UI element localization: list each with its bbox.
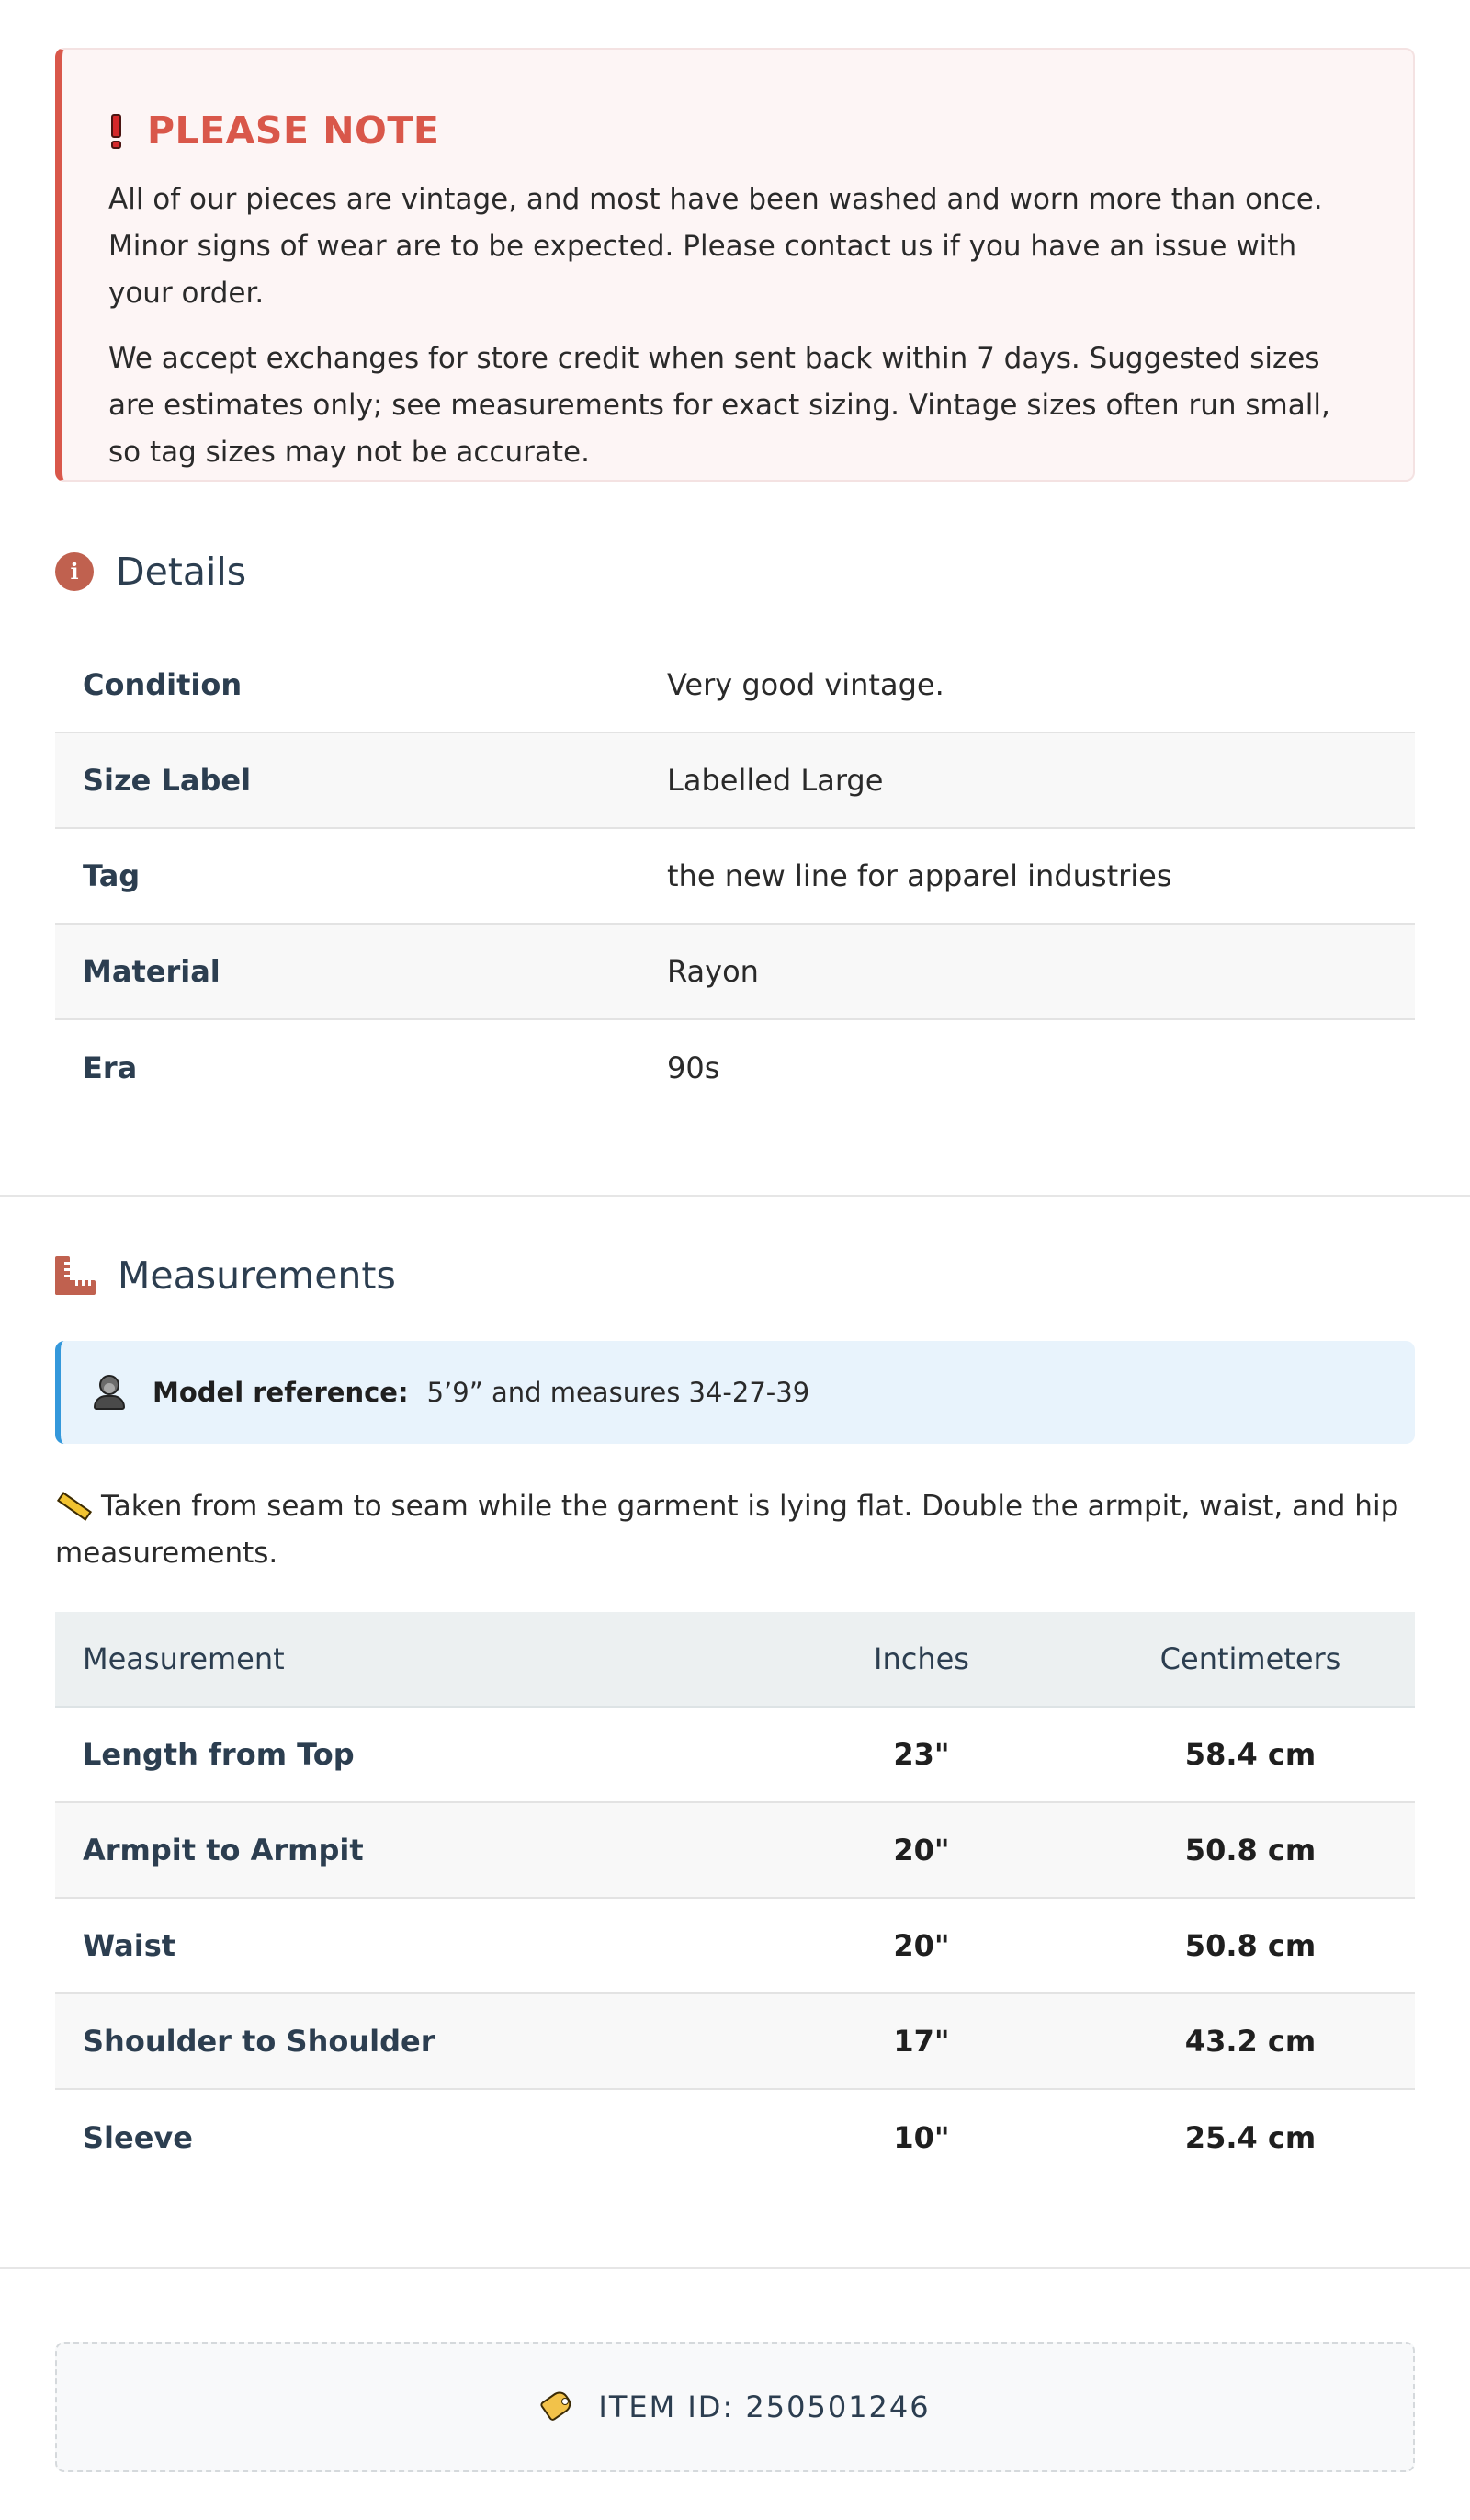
details-value: Rayon [667,954,759,989]
details-table [55,638,1415,1116]
table-row [55,1899,1415,1994]
measurements-heading [55,1248,396,1303]
details-label: Condition [83,667,243,702]
note-header [108,105,1367,156]
measurement-cm: 58.4 cm [1184,1737,1317,1772]
note-title: PLEASE NOTE [147,108,440,153]
tag-icon [539,2390,576,2424]
section-divider [0,2267,1470,2269]
measurement-inches: 20" [893,1928,950,1963]
model-reference-box [55,1341,1415,1444]
item-id-box [55,2342,1415,2472]
section-divider [0,1195,1470,1197]
measurement-note [55,1483,1415,1577]
details-value: Labelled Large [667,763,884,798]
details-value: the new line for apparel industries [667,858,1172,893]
measurement-name: Armpit to Armpit [83,1833,364,1867]
details-label: Size Label [83,763,252,798]
measurements-title: Measurements [118,1254,396,1298]
measurement-inches: 10" [893,2120,950,2155]
table-row [55,1803,1415,1899]
details-label: Material [83,954,220,989]
table-row [55,2090,1415,2185]
details-row-size-label [55,733,1415,829]
pencil-icon [55,1492,90,1519]
ruler-icon [55,1256,96,1295]
measurement-name: Waist [83,1928,176,1963]
person-icon [94,1375,125,1410]
details-row-era [55,1020,1415,1116]
table-header-row [55,1612,1415,1708]
exclamation-icon [108,112,123,149]
measurement-cm: 25.4 cm [1184,2120,1317,2155]
note-paragraph-2: We accept exchanges for store credit when sent back within 7 days. Suggested sizes are estimates only; see measurements for exact sizing. Vintage sizes often run small, so tag sizes may not be accurate. [108,342,1330,469]
details-row-condition [55,638,1415,733]
measurement-name: Shoulder to Shoulder [83,2024,435,2059]
measurement-name: Sleeve [83,2120,193,2155]
header-measurement: Measurement [83,1641,285,1676]
please-note-card [55,48,1415,482]
measurement-inches: 23" [893,1737,950,1772]
model-reference-value: 5’9” and measures 34-27-39 [426,1377,810,1408]
details-label: Era [83,1050,138,1085]
model-reference-label: Model reference: [153,1377,409,1408]
table-row [55,1994,1415,2090]
details-value: Very good vintage. [667,667,944,702]
measurement-inches: 20" [893,1833,950,1867]
header-centimeters: Centimeters [1159,1641,1341,1676]
measurement-name: Length from Top [83,1737,355,1772]
details-heading [55,544,246,599]
info-icon: i [55,552,94,591]
measurement-note-text: Taken from seam to seam while the garment is lying flat. Double the armpit, waist, and hip measurements. [55,1490,1399,1570]
details-value: 90s [667,1050,720,1085]
details-row-material [55,925,1415,1020]
measurement-cm: 50.8 cm [1184,1928,1317,1963]
details-label: Tag [83,858,141,893]
note-paragraph-1: All of our pieces are vintage, and most have been washed and worn more than once. Minor signs of wear are to be expected. Please contact us if you have an issue with your order. [108,183,1323,310]
measurement-inches: 17" [893,2024,950,2059]
item-id: ITEM ID: 250501246 [598,2389,931,2424]
details-title: Details [116,550,247,594]
measurements-table [55,1612,1415,2185]
header-inches: Inches [874,1641,969,1676]
details-row-tag [55,829,1415,925]
measurement-cm: 50.8 cm [1184,1833,1317,1867]
measurement-cm: 43.2 cm [1184,2024,1317,2059]
table-row [55,1708,1415,1803]
